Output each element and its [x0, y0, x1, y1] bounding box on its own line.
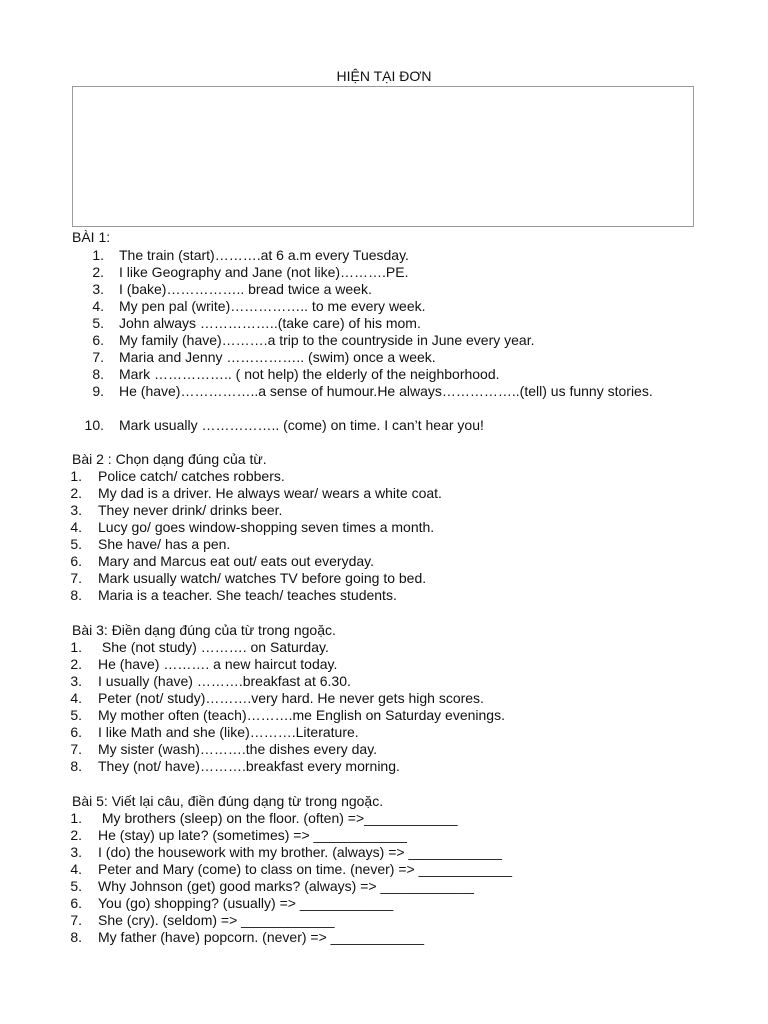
item-number: 2.: [92, 264, 104, 280]
list-item: [0, 383, 768, 417]
item-number: 8.: [70, 587, 82, 603]
page-title: HIỆN TẠI ĐƠN: [336, 68, 432, 84]
list-item: [0, 912, 768, 929]
list-item: [0, 810, 768, 827]
item-text: Maria and Jenny …………….. (swim) once a week.: [119, 349, 436, 365]
item-text: He (have)……………..a sense of humour.He always……………..(tell) us funny stories.: [119, 383, 653, 399]
list-item: [0, 673, 768, 690]
list-item: [0, 468, 768, 485]
item-number: 2.: [70, 485, 82, 501]
list-item: [0, 844, 768, 861]
bai1-heading: BÀI 1:: [72, 229, 111, 245]
list-item: [0, 417, 768, 434]
item-number: 2.: [70, 656, 82, 672]
item-number: 6.: [70, 895, 82, 911]
item-text: You (go) shopping? (usually) => ____________: [98, 895, 394, 911]
item-text: Police catch/ catches robbers.: [98, 468, 285, 484]
list-item: [0, 656, 768, 673]
item-text: I like Math and she (like)……….Literature.: [98, 724, 359, 740]
item-number: 9.: [92, 383, 104, 399]
list-item: [0, 878, 768, 895]
item-text: Peter (not/ study)……….very hard. He never gets high scores.: [98, 690, 484, 706]
item-text: Maria is a teacher. She teach/ teaches students.: [98, 587, 397, 603]
list-item: [0, 929, 768, 946]
item-text: My pen pal (write)…………….. to me every week.: [119, 298, 426, 314]
item-number: 4.: [70, 861, 82, 877]
item-text: They never drink/ drinks beer.: [98, 502, 283, 518]
list-item: [0, 758, 768, 775]
item-text: My dad is a driver. He always wear/ wears a white coat.: [98, 485, 442, 501]
item-number: 4.: [92, 298, 104, 314]
item-number: 5.: [70, 707, 82, 723]
bai3-list: [0, 639, 768, 775]
item-text: Why Johnson (get) good marks? (always) => ____________: [98, 878, 474, 894]
item-text: My brothers (sleep) on the floor. (often) =>____________: [98, 810, 458, 826]
item-text: I (bake)…………….. bread twice a week.: [119, 281, 372, 297]
item-text: They (not/ have)……….breakfast every morning.: [98, 758, 400, 774]
item-number: 1.: [70, 810, 82, 826]
item-text: Mark …………….. ( not help) the elderly of the neighborhood.: [119, 366, 500, 382]
item-number: 1.: [70, 639, 82, 655]
item-number: 3.: [70, 844, 82, 860]
item-text: The train (start)……….at 6 a.m every Tuesday.: [119, 247, 409, 263]
item-number: 1.: [70, 468, 82, 484]
item-number: 3.: [70, 673, 82, 689]
item-text: My mother often (teach)……….me English on Saturday evenings.: [98, 707, 505, 723]
item-number: 5.: [70, 878, 82, 894]
item-text: Mark usually watch/ watches TV before going to bed.: [98, 570, 427, 586]
item-number: 7.: [70, 570, 82, 586]
list-item: [0, 349, 768, 366]
list-item: [0, 247, 768, 264]
list-item: [0, 587, 768, 604]
item-number: 7.: [92, 349, 104, 365]
item-number: 6.: [70, 553, 82, 569]
list-item: [0, 264, 768, 281]
list-item: [0, 741, 768, 758]
item-text: I like Geography and Jane (not like)……….PE.: [119, 264, 409, 280]
item-number: 8.: [92, 366, 104, 382]
item-number: 10.: [84, 417, 104, 433]
list-item: [0, 861, 768, 878]
item-text: She (cry). (seldom) => ____________: [98, 912, 335, 928]
item-number: 4.: [70, 519, 82, 535]
bai1-list: [0, 247, 768, 434]
item-number: 4.: [70, 690, 82, 706]
list-item: [0, 298, 768, 315]
item-text: I (do) the housework with my brother. (always) => ____________: [98, 844, 502, 860]
item-number: 2.: [70, 827, 82, 843]
bai3-heading: Bài 3: Điền dạng đúng của từ trong ngoặc.: [72, 622, 336, 638]
bai2-heading: Bài 2 : Chọn dạng đúng của từ.: [72, 451, 267, 467]
empty-box: [72, 86, 694, 227]
item-number: 5.: [70, 536, 82, 552]
item-text: Mary and Marcus eat out/ eats out everyday.: [98, 553, 374, 569]
item-number: 5.: [92, 315, 104, 331]
item-text: He (have) ………. a new haircut today.: [98, 656, 338, 672]
list-item: [0, 519, 768, 536]
list-item: [0, 570, 768, 587]
item-text: She have/ has a pen.: [98, 536, 231, 552]
item-number: 6.: [70, 724, 82, 740]
list-item: [0, 895, 768, 912]
item-text: John always ……………..(take care) of his mom.: [119, 315, 421, 331]
list-item: [0, 536, 768, 553]
list-item: [0, 366, 768, 383]
item-text: She (not study) ………. on Saturday.: [98, 639, 329, 655]
item-number: 8.: [70, 758, 82, 774]
item-number: 7.: [70, 741, 82, 757]
item-number: 3.: [92, 281, 104, 297]
item-number: 6.: [92, 332, 104, 348]
item-number: 3.: [70, 502, 82, 518]
list-item: [0, 639, 768, 656]
list-item: [0, 707, 768, 724]
item-text: Peter and Mary (come) to class on time. (never) => ____________: [98, 861, 512, 877]
item-number: 8.: [70, 929, 82, 945]
item-text: He (stay) up late? (sometimes) => ____________: [98, 827, 407, 843]
bai5-list: [0, 810, 768, 946]
list-item: [0, 827, 768, 844]
list-item: [0, 502, 768, 519]
bai2-list: [0, 468, 768, 604]
item-text: My sister (wash)……….the dishes every day.: [98, 741, 378, 757]
item-number: 1.: [92, 247, 104, 263]
bai5-heading: Bài 5: Viết lại câu, điền đúng dạng từ trong ngoặc.: [72, 793, 384, 809]
item-text: My father (have) popcorn. (never) => ____________: [98, 929, 425, 945]
list-item: [0, 332, 768, 349]
list-item: [0, 315, 768, 332]
item-text: Mark usually …………….. (come) on time. I can’t hear you!: [119, 417, 484, 433]
item-text: I usually (have) ……….breakfast at 6.30.: [98, 673, 351, 689]
list-item: [0, 485, 768, 502]
list-item: [0, 281, 768, 298]
list-item: [0, 690, 768, 707]
list-item: [0, 553, 768, 570]
item-number: 7.: [70, 912, 82, 928]
item-text: Lucy go/ goes window-shopping seven times a month.: [98, 519, 435, 535]
item-text: My family (have)……….a trip to the countryside in June every year.: [119, 332, 535, 348]
list-item: [0, 724, 768, 741]
